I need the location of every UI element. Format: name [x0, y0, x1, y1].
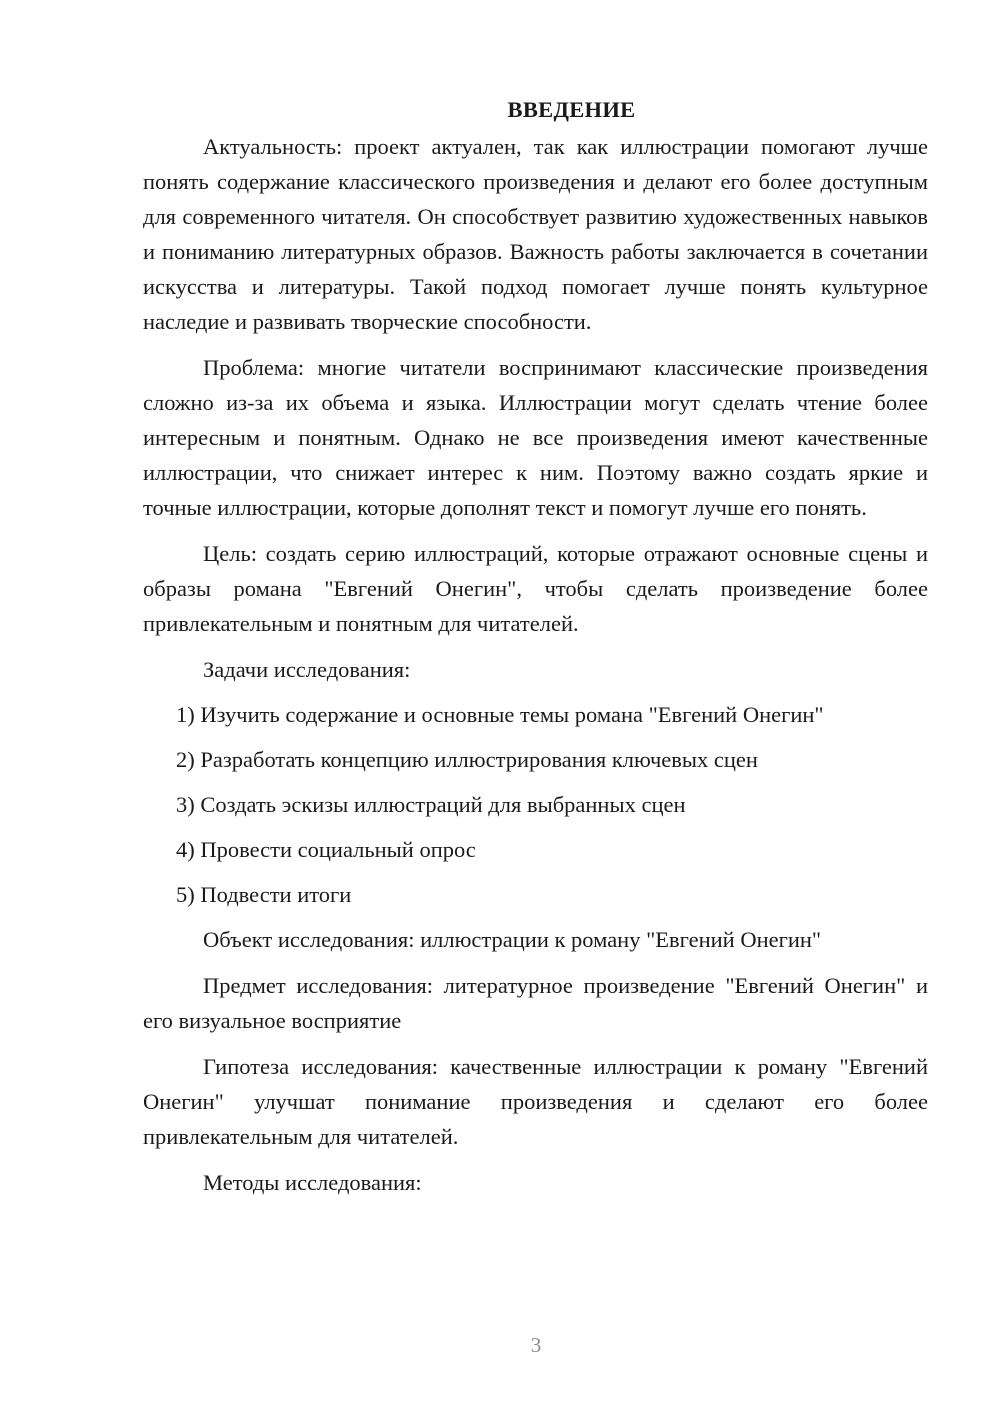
subject-paragraph: Предмет исследования: литературное произведение "Евгений Онегин" и его визуальное восприятие — [143, 973, 928, 1033]
hypothesis-paragraph: Гипотеза исследования: качественные иллюстрации к роману "Евгений Онегин" улучшат понимание произведения и сделают его более привлекательным для читателей. — [143, 1054, 928, 1149]
task-item-3: 3) Создать эскизы иллюстраций для выбранных сцен — [176, 792, 686, 817]
goal-paragraph: Цель: создать серию иллюстраций, которые отражают основные сцены и образы романа "Евгений Онегин", чтобы сделать произведение более привлекательным и понятным для читателей. — [143, 541, 928, 636]
methods-title: Методы исследования: — [203, 1170, 422, 1195]
relevance-paragraph: Актуальность: проект актуален, так как иллюстрации помогают лучше понять содержание классического произведения и делают его более доступным для современного читателя. Он способствует развитию художественных навыков и пониманию литературных образов. Важность работы заключается в сочетании искусства и литературы. Такой подход помогает лучше понять культурное наследие и развивать творческие способности. — [143, 134, 928, 334]
task-item-4: 4) Провести социальный опрос — [176, 837, 476, 862]
tasks-title: Задачи исследования: — [203, 657, 411, 682]
task-item-1: 1) Изучить содержание и основные темы романа "Евгений Онегин" — [176, 702, 824, 727]
problem-paragraph: Проблема: многие читатели воспринимают классические произведения сложно из-за их объема и языка. Иллюстрации могут сделать чтение более интересным и понятным. Однако не все произведения имеют качественные иллюстрации, что снижает интерес к ним. Поэтому важно создать яркие и точные иллюстрации, которые дополнят текст и помогут лучше его понять. — [143, 355, 928, 520]
document-page — [143, 92, 928, 1210]
task-item-2: 2) Разработать концепцию иллюстрирования ключевых сцен — [176, 747, 758, 772]
section-heading: ВВЕДЕНИЕ — [507, 97, 636, 122]
task-item-5: 5) Подвести итоги — [176, 882, 352, 907]
object-paragraph: Объект исследования: иллюстрации к роману "Евгений Онегин" — [203, 927, 822, 952]
page-number: 3 — [530, 1333, 542, 1357]
